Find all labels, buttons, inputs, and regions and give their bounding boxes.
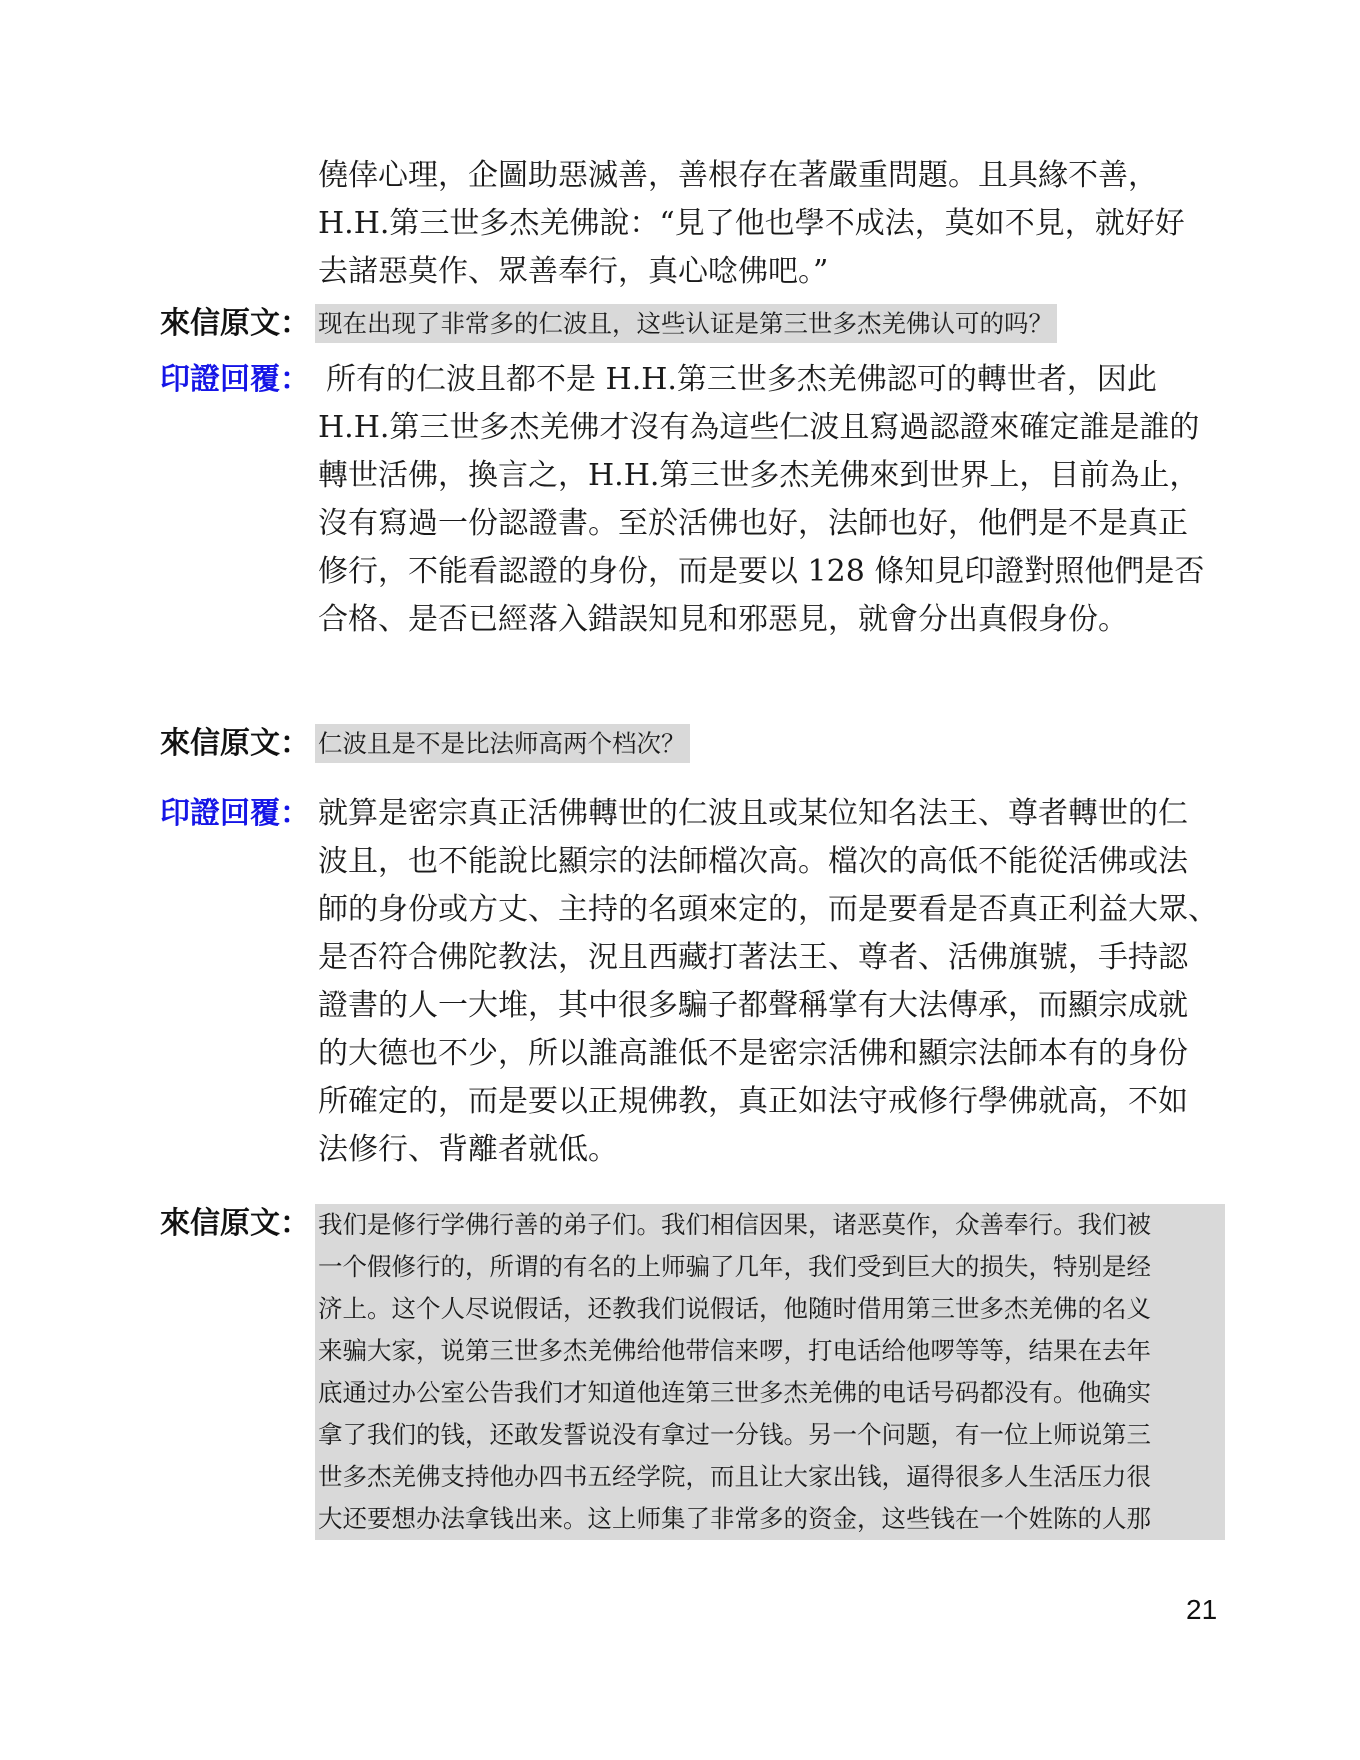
page-number: 21 (1186, 1594, 1218, 1625)
text-line: 所確定的，而是要以正規佛教，真正如法守戒修行學佛就高，不如 (318, 1084, 1188, 1119)
highlighted-question-line: 我们是修行学佛行善的弟子们。我们相信因果，诸恶莫作，众善奉行。我们被 (315, 1204, 1225, 1246)
reply-text (318, 790, 1240, 1174)
text-line: 合格、是否已經落入錯誤知見和邪惡見，就會分出真假身份。 (318, 602, 1128, 637)
letter-label: 來信原文： (160, 306, 310, 341)
text-line: 的大德也不少，所以誰高誰低不是密宗活佛和顯宗法師本有的身份 (318, 1036, 1188, 1071)
reply-label: 印證回覆： (160, 796, 310, 831)
highlighted-question-line: 大还要想办法拿钱出来。这上师集了非常多的资金，这些钱在一个姓陈的人那 (315, 1498, 1225, 1540)
text-line: 去諸惡莫作、眾善奉行，真心唸佛吧。” (318, 254, 829, 289)
reply-block-2 (160, 790, 1240, 1174)
letter-label: 來信原文： (160, 1206, 310, 1241)
text-line: 轉世活佛，換言之，H.H.第三世多杰羌佛來到世界上，目前為止， (318, 458, 1200, 493)
highlighted-question-line: 一个假修行的，所谓的有名的上师骗了几年，我们受到巨大的损失，特别是经 (315, 1246, 1225, 1288)
letter-block-3 (160, 1200, 1240, 1540)
letter-quote (315, 300, 1225, 344)
intro-paragraph (318, 152, 1240, 296)
letter-label: 來信原文： (160, 726, 310, 761)
text-line: 沒有寫過一份認證書。至於活佛也好，法師也好，他們是不是真正 (318, 506, 1188, 541)
text-line: 證書的人一大堆，其中很多騙子都聲稱掌有大法傳承，而顯宗成就 (318, 988, 1188, 1023)
reply-block-1 (160, 356, 1240, 644)
highlighted-question: 现在出现了非常多的仁波且，这些认证是第三世多杰羌佛认可的吗？ (315, 304, 1057, 343)
text-line: 所有的仁波且都不是 H.H.第三世多杰羌佛認可的轉世者，因此 (326, 362, 1157, 397)
text-line: 就算是密宗真正活佛轉世的仁波且或某位知名法王、尊者轉世的仁 (318, 796, 1188, 831)
letter-block-2 (160, 720, 1240, 764)
text-line: 波且，也不能說比顯宗的法師檔次高。檔次的高低不能從活佛或法 (318, 844, 1188, 879)
text-line: 師的身份或方丈、主持的名頭來定的，而是要看是否真正利益大眾、 (318, 892, 1218, 927)
highlighted-question-line: 济上。这个人尽说假话，还教我们说假话，他随时借用第三世多杰羌佛的名义 (315, 1288, 1225, 1330)
highlighted-question-line: 来骗大家，说第三世多杰羌佛给他带信来啰，打电话给他啰等等，结果在去年 (315, 1330, 1225, 1372)
text-line: H.H.第三世多杰羌佛說：“見了他也學不成法，莫如不見，就好好 (318, 206, 1185, 241)
highlighted-question: 仁波且是不是比法师高两个档次？ (315, 724, 690, 763)
letter-block-1 (160, 300, 1240, 344)
text-line: 修行，不能看認證的身份，而是要以 128 條知見印證對照他們是否 (318, 554, 1205, 589)
highlighted-question-line: 拿了我们的钱，还敢发誓说没有拿过一分钱。另一个问题，有一位上师说第三 (315, 1414, 1225, 1456)
text-line: 僥倖心理，企圖助惡滅善，善根存在著嚴重問題。且具緣不善， (318, 158, 1158, 193)
reply-label: 印證回覆： (160, 362, 310, 397)
reply-text (318, 356, 1240, 644)
letter-quote (315, 720, 1225, 764)
highlighted-question-line: 世多杰羌佛支持他办四书五经学院，而且让大家出钱，逼得很多人生活压力很 (315, 1456, 1225, 1498)
letter-quote (315, 1200, 1225, 1540)
text-line: H.H.第三世多杰羌佛才沒有為這些仁波且寫過認證來確定誰是誰的 (318, 410, 1200, 445)
text-line: 法修行、背離者就低。 (318, 1132, 618, 1167)
text-line: 是否符合佛陀教法，況且西藏打著法王、尊者、活佛旗號，手持認 (318, 940, 1188, 975)
highlighted-question-line: 底通过办公室公告我们才知道他连第三世多杰羌佛的电话号码都没有。他确实 (315, 1372, 1225, 1414)
